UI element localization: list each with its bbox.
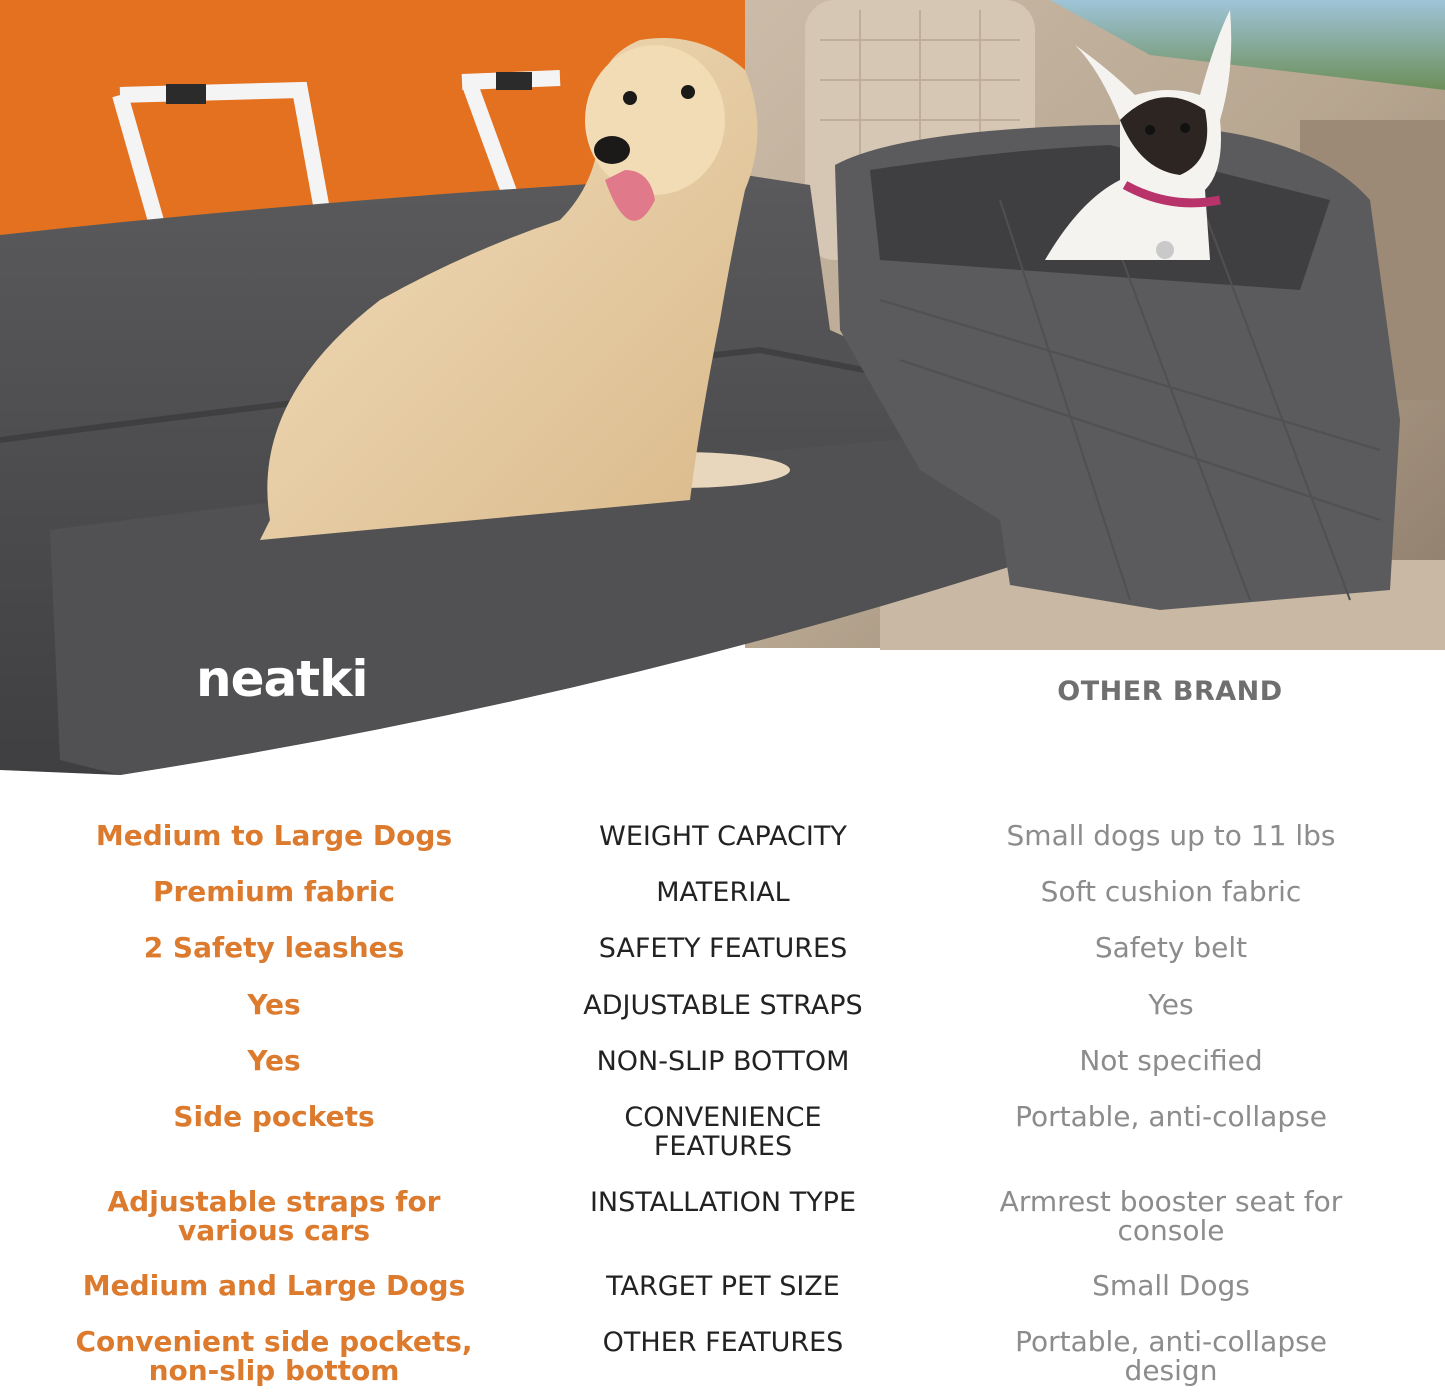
other-adjustable-straps: Yes xyxy=(1148,988,1194,1021)
other-brand-heading: OTHER BRAND xyxy=(1057,676,1283,707)
other-safety-features: Safety belt xyxy=(1094,931,1248,964)
ours-target-pet-size: Medium and Large Dogs xyxy=(82,1269,466,1302)
other-target-pet-size: Small Dogs xyxy=(1092,1269,1250,1302)
feature-safety-features: SAFETY FEATURES xyxy=(598,933,848,964)
ours-convenience-features: Side pockets xyxy=(173,1100,375,1133)
ours-safety-features: 2 Safety leashes xyxy=(143,931,405,964)
feature-adjustable-straps: ADJUSTABLE STRAPS xyxy=(583,990,863,1021)
ours-weight-capacity: Medium to Large Dogs xyxy=(95,819,453,852)
feature-material: MATERIAL xyxy=(656,877,790,908)
other-weight-capacity: Small dogs up to 11 lbs xyxy=(1006,819,1336,852)
ours-material: Premium fabric xyxy=(152,875,396,908)
feature-weight-capacity: WEIGHT CAPACITY xyxy=(599,821,847,852)
other-other-features: Portable, anti-collapse design xyxy=(1015,1325,1327,1387)
ours-adjustable-straps: Yes xyxy=(247,988,301,1021)
other-non-slip-bottom: Not specified xyxy=(1079,1044,1263,1077)
ours-other-features: Convenient side pockets, non-slip bottom xyxy=(75,1325,473,1387)
ours-installation-type: Adjustable straps for various cars xyxy=(107,1185,441,1247)
feature-convenience-features: CONVENIENCE FEATURES xyxy=(624,1102,822,1162)
feature-non-slip-bottom: NON-SLIP BOTTOM xyxy=(596,1046,850,1077)
other-material: Soft cushion fabric xyxy=(1040,875,1302,908)
ours-non-slip-bottom: Yes xyxy=(247,1044,301,1077)
other-installation-type: Armrest booster seat for console xyxy=(999,1185,1343,1247)
feature-target-pet-size: TARGET PET SIZE xyxy=(606,1271,840,1302)
feature-installation-type: INSTALLATION TYPE xyxy=(589,1187,857,1218)
other-convenience-features: Portable, anti-collapse xyxy=(1015,1100,1327,1133)
brand-logo: neatki xyxy=(196,650,368,708)
feature-other-features: OTHER FEATURES xyxy=(602,1327,844,1358)
